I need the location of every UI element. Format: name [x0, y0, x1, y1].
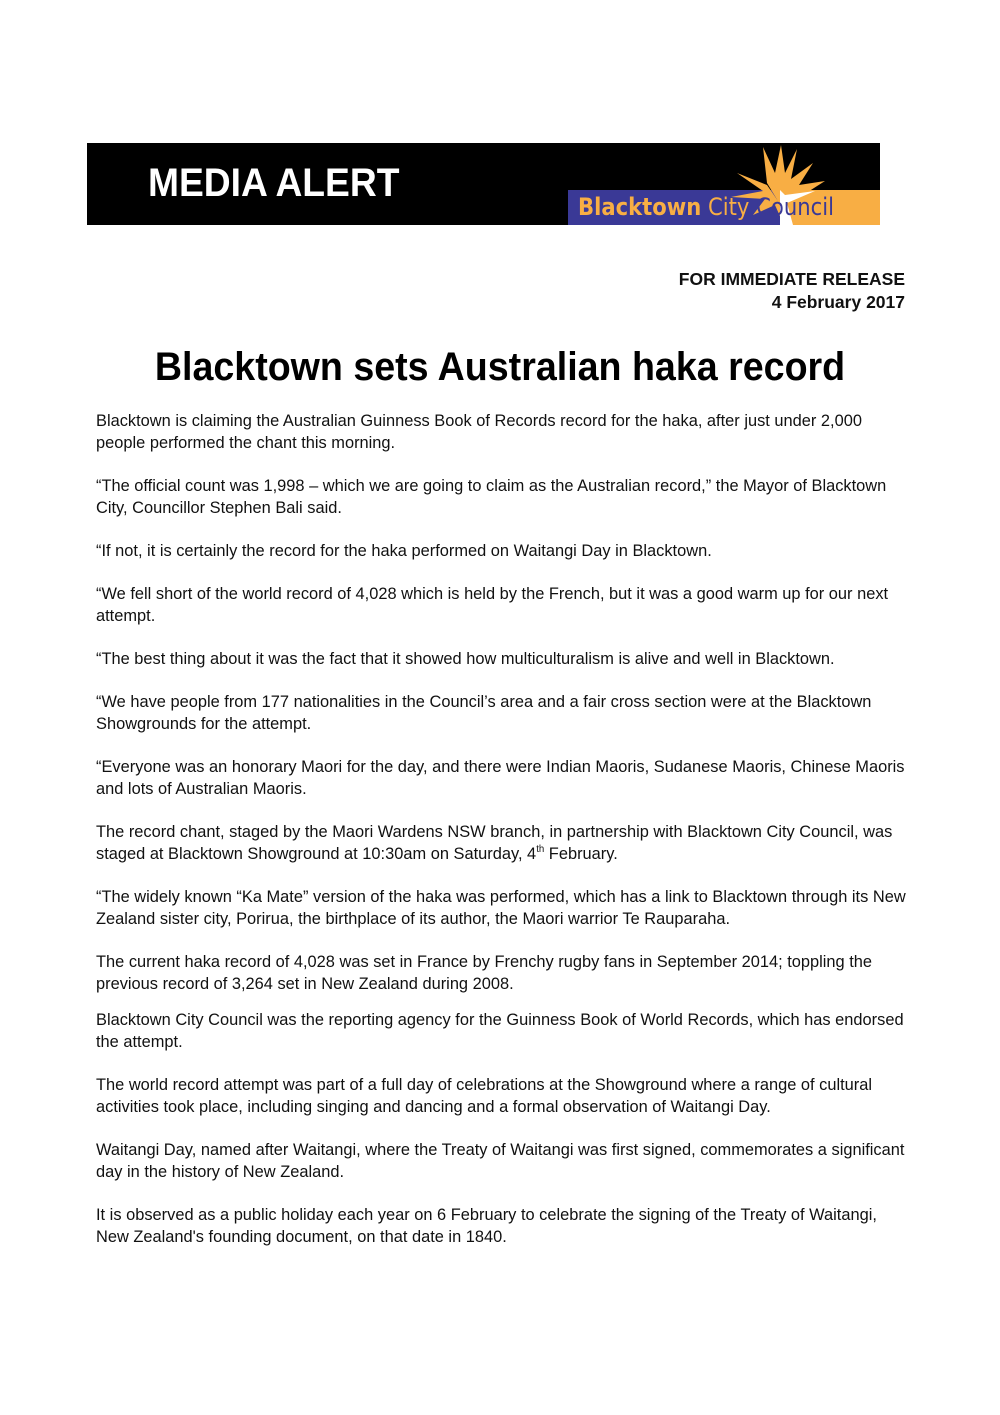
paragraph: “The widely known “Ka Mate” version of the haka was performed, which has a link to Blacktown through its New Zealand sister city, Porirua, the birthplace of its author, the Maori warrior Te Rauparaha. [96, 887, 906, 928]
paragraph [96, 821, 907, 865]
banner-title: MEDIA ALERT [148, 161, 400, 205]
paragraph: The current haka record of 4,028 was set in France by Frenchy rugby fans in September 2014; toppling the previous record of 3,264 set in New Zealand during 2008. [96, 952, 873, 993]
paragraph: “The official count was 1,998 – which we are going to claim as the Australian record,” the Mayor of Blacktown City, Councillor Stephen Bali said. [96, 476, 887, 517]
paragraph: “Everyone was an honorary Maori for the day, and there were Indian Maoris, Sudanese Maoris, Chinese Maoris and lots of Australian Maoris. [96, 757, 905, 798]
ordinal-suffix: th [536, 844, 545, 855]
paragraph: Blacktown is claiming the Australian Guinness Book of Records record for the haka, after just under 2,000 people performed the chant this morning. [96, 411, 862, 452]
paragraph-text: February. [544, 844, 618, 863]
paragraph: “We have people from 177 nationalities in the Council’s area and a fair cross section were at the Blacktown Showgrounds for the attempt. [96, 692, 872, 733]
logo-word-blacktown: Blacktown [578, 193, 702, 221]
article-body [96, 410, 916, 1269]
paragraph: “The best thing about it was the fact that it showed how multiculturalism is alive and well in Blacktown. [96, 649, 835, 668]
headline: Blacktown sets Australian haka record [154, 345, 846, 389]
release-info [679, 268, 905, 314]
paragraph: “We fell short of the world record of 4,028 which is held by the French, but it was a good warm up for our next attempt. [96, 584, 889, 625]
logo-wordmark [578, 191, 834, 223]
logo-word-council: Council [756, 193, 834, 221]
paragraph: It is observed as a public holiday each year on 6 February to celebrate the signing of the Treaty of Waitangi, New Zealand's founding document, on that date in 1840. [96, 1205, 877, 1246]
paragraph-text: The record chant, staged by the Maori Wardens NSW branch, in partnership with Blacktown City Council, was staged at Blacktown Showground at 10:30am on Saturday, 4 [96, 822, 893, 863]
release-date: 4 February 2017 [771, 292, 905, 312]
release-label: FOR IMMEDIATE RELEASE [678, 269, 905, 289]
paragraph: The world record attempt was part of a full day of celebrations at the Showground where a range of cultural activities took place, including singing and dancing and a formal observation of Waitangi Day. [96, 1075, 873, 1116]
blacktown-city-council-logo [568, 143, 880, 225]
paragraph: Blacktown City Council was the reporting agency for the Guinness Book of World Records, which has endorsed the attempt. [96, 1010, 904, 1051]
paragraph: “If not, it is certainly the record for the haka performed on Waitangi Day in Blacktown. [96, 541, 712, 560]
media-alert-banner [87, 143, 880, 225]
paragraph: Waitangi Day, named after Waitangi, where the Treaty of Waitangi was first signed, commemorates a significant day in the history of New Zealand. [96, 1140, 905, 1181]
logo-word-city: City [708, 193, 750, 221]
